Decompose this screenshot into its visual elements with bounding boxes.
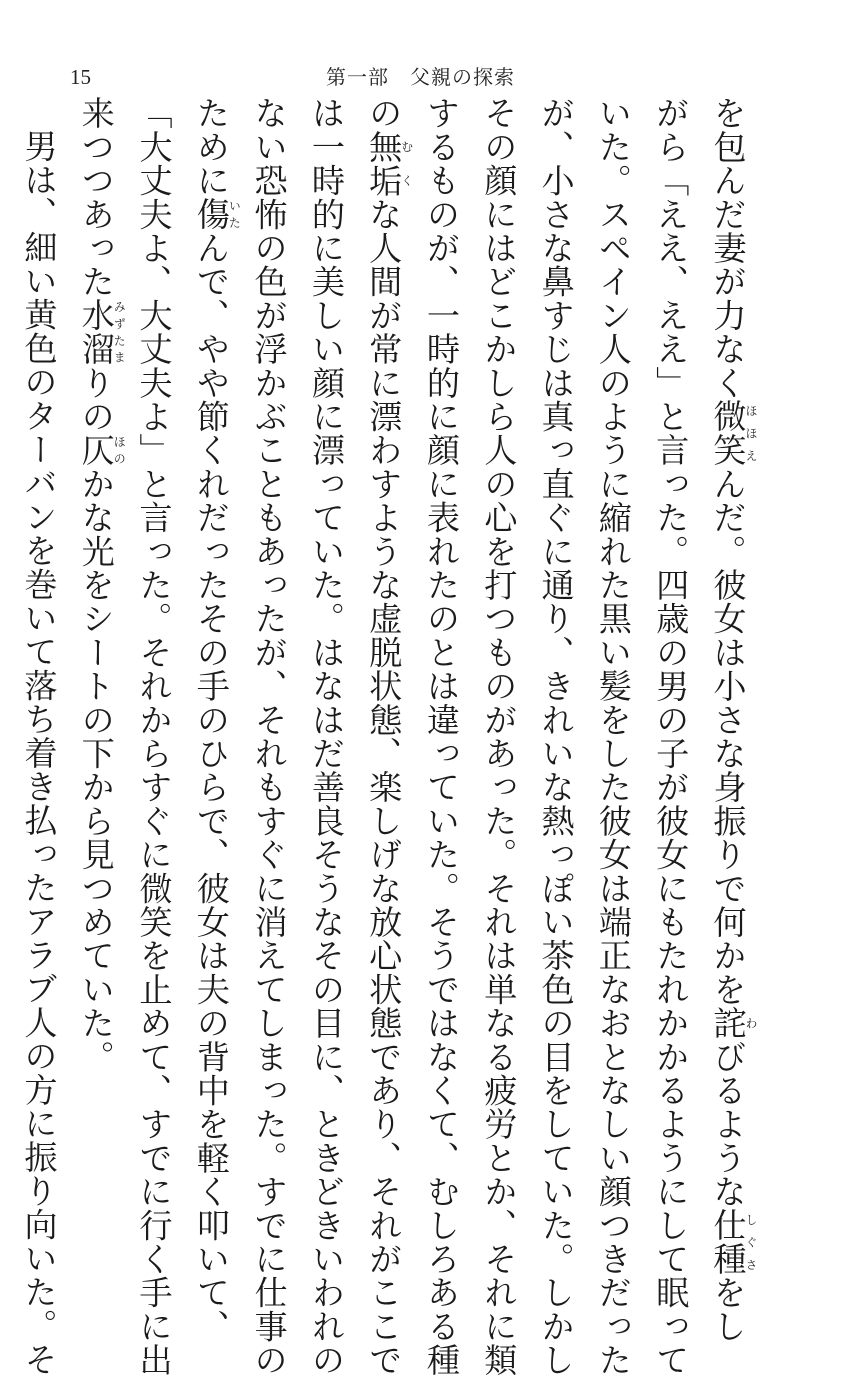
text-line: がら「ええ、ええ」と言った。四歳の男の子が彼女にもたれかかるようにして眠って	[651, 96, 691, 1377]
text-line: の無垢むくな人間が常に漂わすような虚脱状態、楽しげな放心状態であり、それがここで	[364, 96, 414, 1377]
text-line: 「大丈夫よ、大丈夫よ」と言った。それからすぐに微笑を止めて、すでに行く手に出	[134, 96, 174, 1377]
ruby-annotation: 無垢むく	[364, 129, 414, 198]
text-line: 来つつあった水溜みずたまりの仄ほのかな光をシートの下から見つめていた。	[76, 96, 127, 1074]
chapter-title: 第一部 父親の探索	[326, 65, 515, 89]
ruby-annotation: 傷いた	[191, 197, 242, 231]
text-line: 男は、細い黄色のターバンを巻いて落ち着き払ったアラブ人の方に振り向いた。そ	[19, 129, 59, 1377]
text-line: ない恐怖の色が浮かぶこともあったが、それもすぐに消えてしまった。すでに仕事の	[249, 96, 289, 1377]
ruby-annotation: 詫わ	[708, 1005, 758, 1040]
text-line: するものが、一時的に顔に表れたのとは違っていた。そうではなくて、むしろある種	[422, 96, 462, 1377]
text-line: その顔にはどこかしら人の心を打つものがあった。それは単なる疲労とか、それに類	[479, 96, 519, 1377]
text-line: いた。スペイン人のように縮れた黒い髪をした彼女は端正なおとなしい顔つきだった	[593, 96, 633, 1377]
ruby-annotation: 仄ほの	[76, 433, 127, 467]
ruby-annotation: 仕種しぐさ	[708, 1208, 758, 1276]
ruby-annotation: 水溜みずたま	[76, 298, 127, 366]
vertical-body-text	[19, 96, 758, 1377]
page-number: 15	[70, 65, 91, 89]
text-line	[0, 96, 10, 1126]
running-head	[0, 62, 841, 92]
text-line: ために傷いたんで、やや節くれだったその手のひらで、彼女は夫の背中を軽く叩いて、	[191, 96, 242, 1343]
text-line: が、小さな鼻すじは真っ直ぐに通り、きれいな熱っぽい茶色の目をしていた。しかし	[536, 96, 576, 1377]
ruby-annotation: 微笑ほほえ	[708, 399, 758, 467]
text-line: を包んだ妻が力なく微笑ほほえんだ。彼女は小さな身振りで何かを詫わびるような仕種しぐさをし	[708, 96, 758, 1343]
text-line: は一時的に美しい顔に漂っていた。はなはだ善良そうなその目に、ときどきいわれの	[306, 96, 346, 1377]
